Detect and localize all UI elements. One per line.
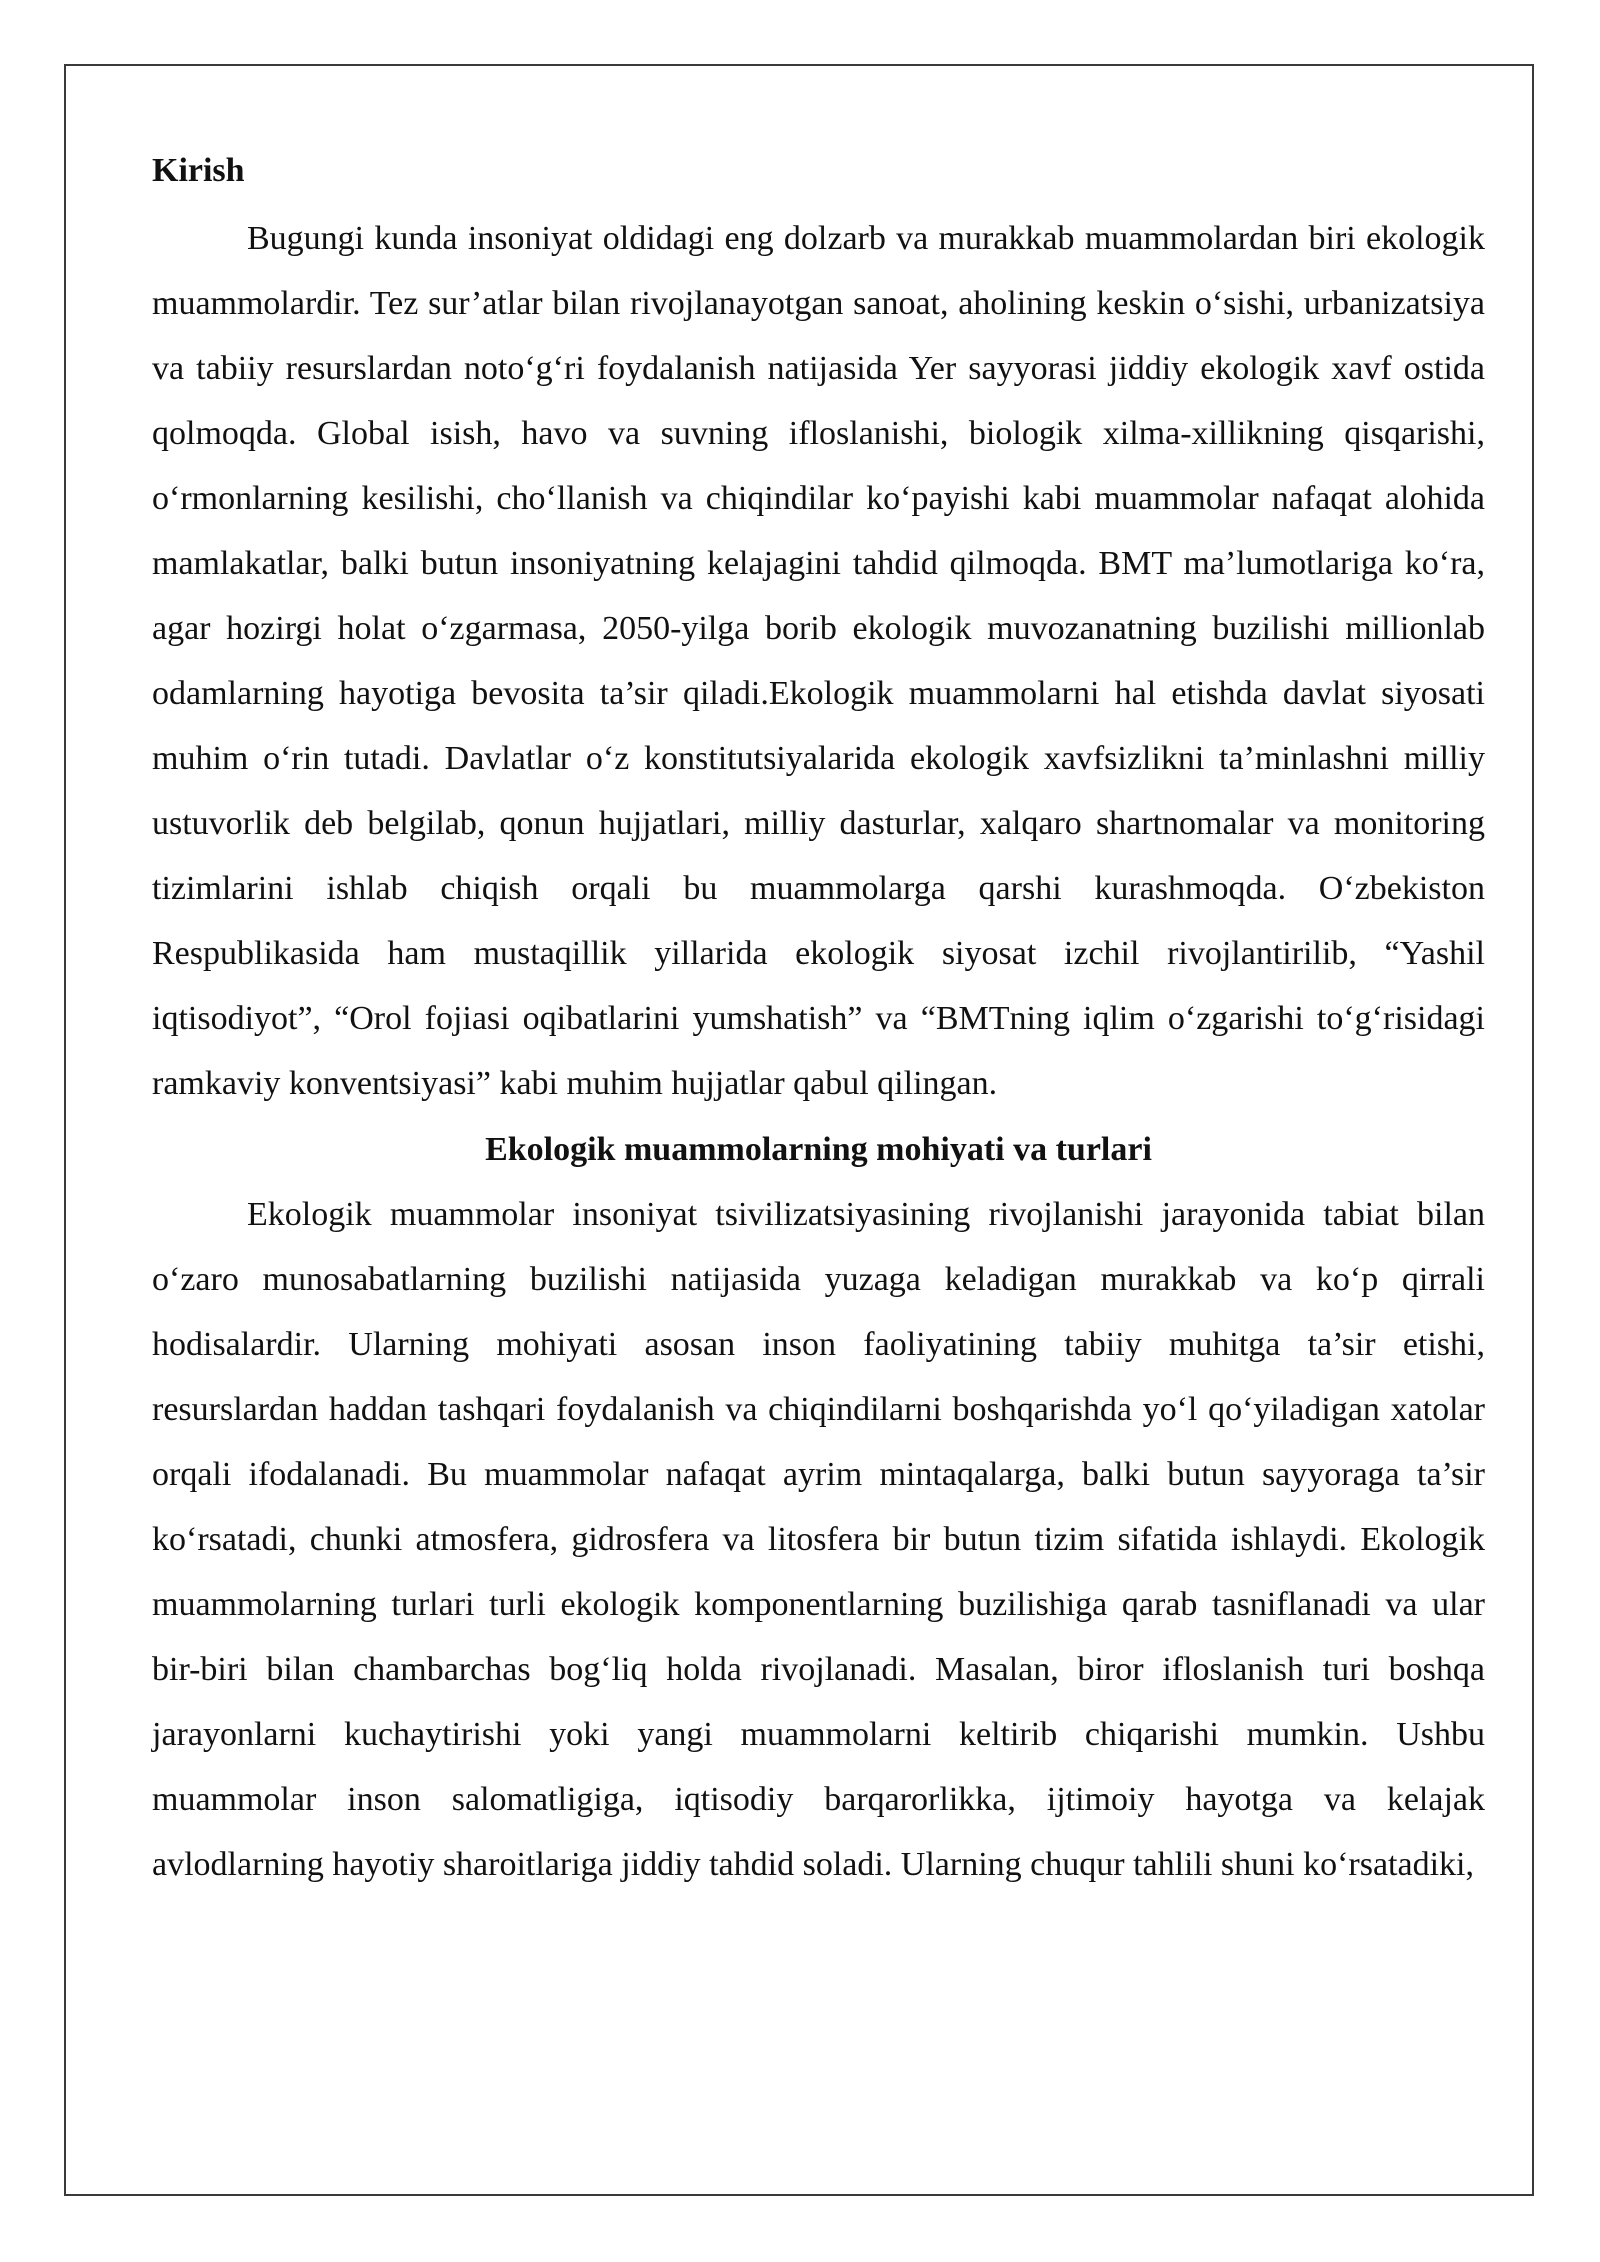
section-heading: Ekologik muammolarning mohiyati va turlari (485, 1131, 1152, 1168)
intro-paragraph: Bugungi kunda insoniyat oldidagi eng dolzarb va murakkab muammolardan biri ekologik muammolardir. Tez sur’atlar bilan rivojlanayotgan sanoat, aholining keskin o‘sishi, urbanizatsiya va tabiiy resurslardan noto‘g‘ri foydalanish natijasida Yer sayyorasi jiddiy ekologik xavf ostida qolmoqda. Global isish, havo va suvning ifloslanishi, biologik xilma-xillikning qisqarishi, o‘rmonlarning kesilishi, cho‘llanish va chiqindilar ko‘payishi kabi muammolar nafaqat alohida mamlakatlar, balki butun insoniyatning kelajagini tahdid qilmoqda. BMT ma’lumotlariga ko‘ra, agar hozirgi holat o‘zgarmasa, 2050-yilga borib ekologik muvozanatning buzilishi millionlab odamlarning hayotiga bevosita ta’sir qiladi.Ekologik muammolarni hal etishda davlat siyosati muhim o‘rin tutadi. Davlatlar o‘z konstitutsiyalarida ekologik xavfsizlikni ta’minlashni milliy ustuvorlik deb belgilab, qonun hujjatlari, milliy dasturlar, xalqaro shartnomalar va monitoring tizimlarini ishlab chiqish orqali bu muammolarga qarshi kurashmoqda. O‘zbekiston Respublikasida ham mustaqillik yillarida ekologik siyosat izchil rivojlantirilib, “Yashil iqtisodiyot”, “Orol fojiasi oqibatlarini yumshatish” va “BMTning iqlim o‘zgarishi to‘g‘risidagi ramkaviy konventsiyasi” kabi muhim hujjatlar qabul qilingan. (152, 220, 1485, 1102)
section-paragraph: Ekologik muammolar insoniyat tsivilizatsiyasining rivojlanishi jarayonida tabiat bilan o‘zaro munosabatlarning buzilishi natijasida yuzaga keladigan murakkab va ko‘p qirrali hodisalardir. Ularning mohiyati asosan inson faoliyatining tabiiy muhitga ta’sir etishi, resurslardan haddan tashqari foydalanish va chiqindilarni boshqarishda yo‘l qo‘yiladigan xatolar orqali ifodalanadi. Bu muammolar nafaqat ayrim mintaqalarga, balki butun sayyoraga ta’sir ko‘rsatadi, chunki atmosfera, gidrosfera va litosfera bir butun tizim sifatida ishlaydi. Ekologik muammolarning turlari turli ekologik komponentlarning buzilishiga qarab tasniflanadi va ular bir-biri bilan chambarchas bog‘liq holda rivojlanadi. Masalan, biror ifloslanish turi boshqa jarayonlarni kuchaytirishi yoki yangi muammolarni keltirib chiqarishi mumkin. Ushbu muammolar inson salomatligiga, iqtisodiy barqarorlikka, ijtimoiy hayotga va kelajak avlodlarning hayotiy sharoitlariga jiddiy tahdid soladi. Ularning chuqur tahlili shuni ko‘rsatadiki, (152, 1196, 1485, 1883)
intro-heading: Kirish (152, 152, 245, 189)
document-body (152, 146, 1485, 1897)
